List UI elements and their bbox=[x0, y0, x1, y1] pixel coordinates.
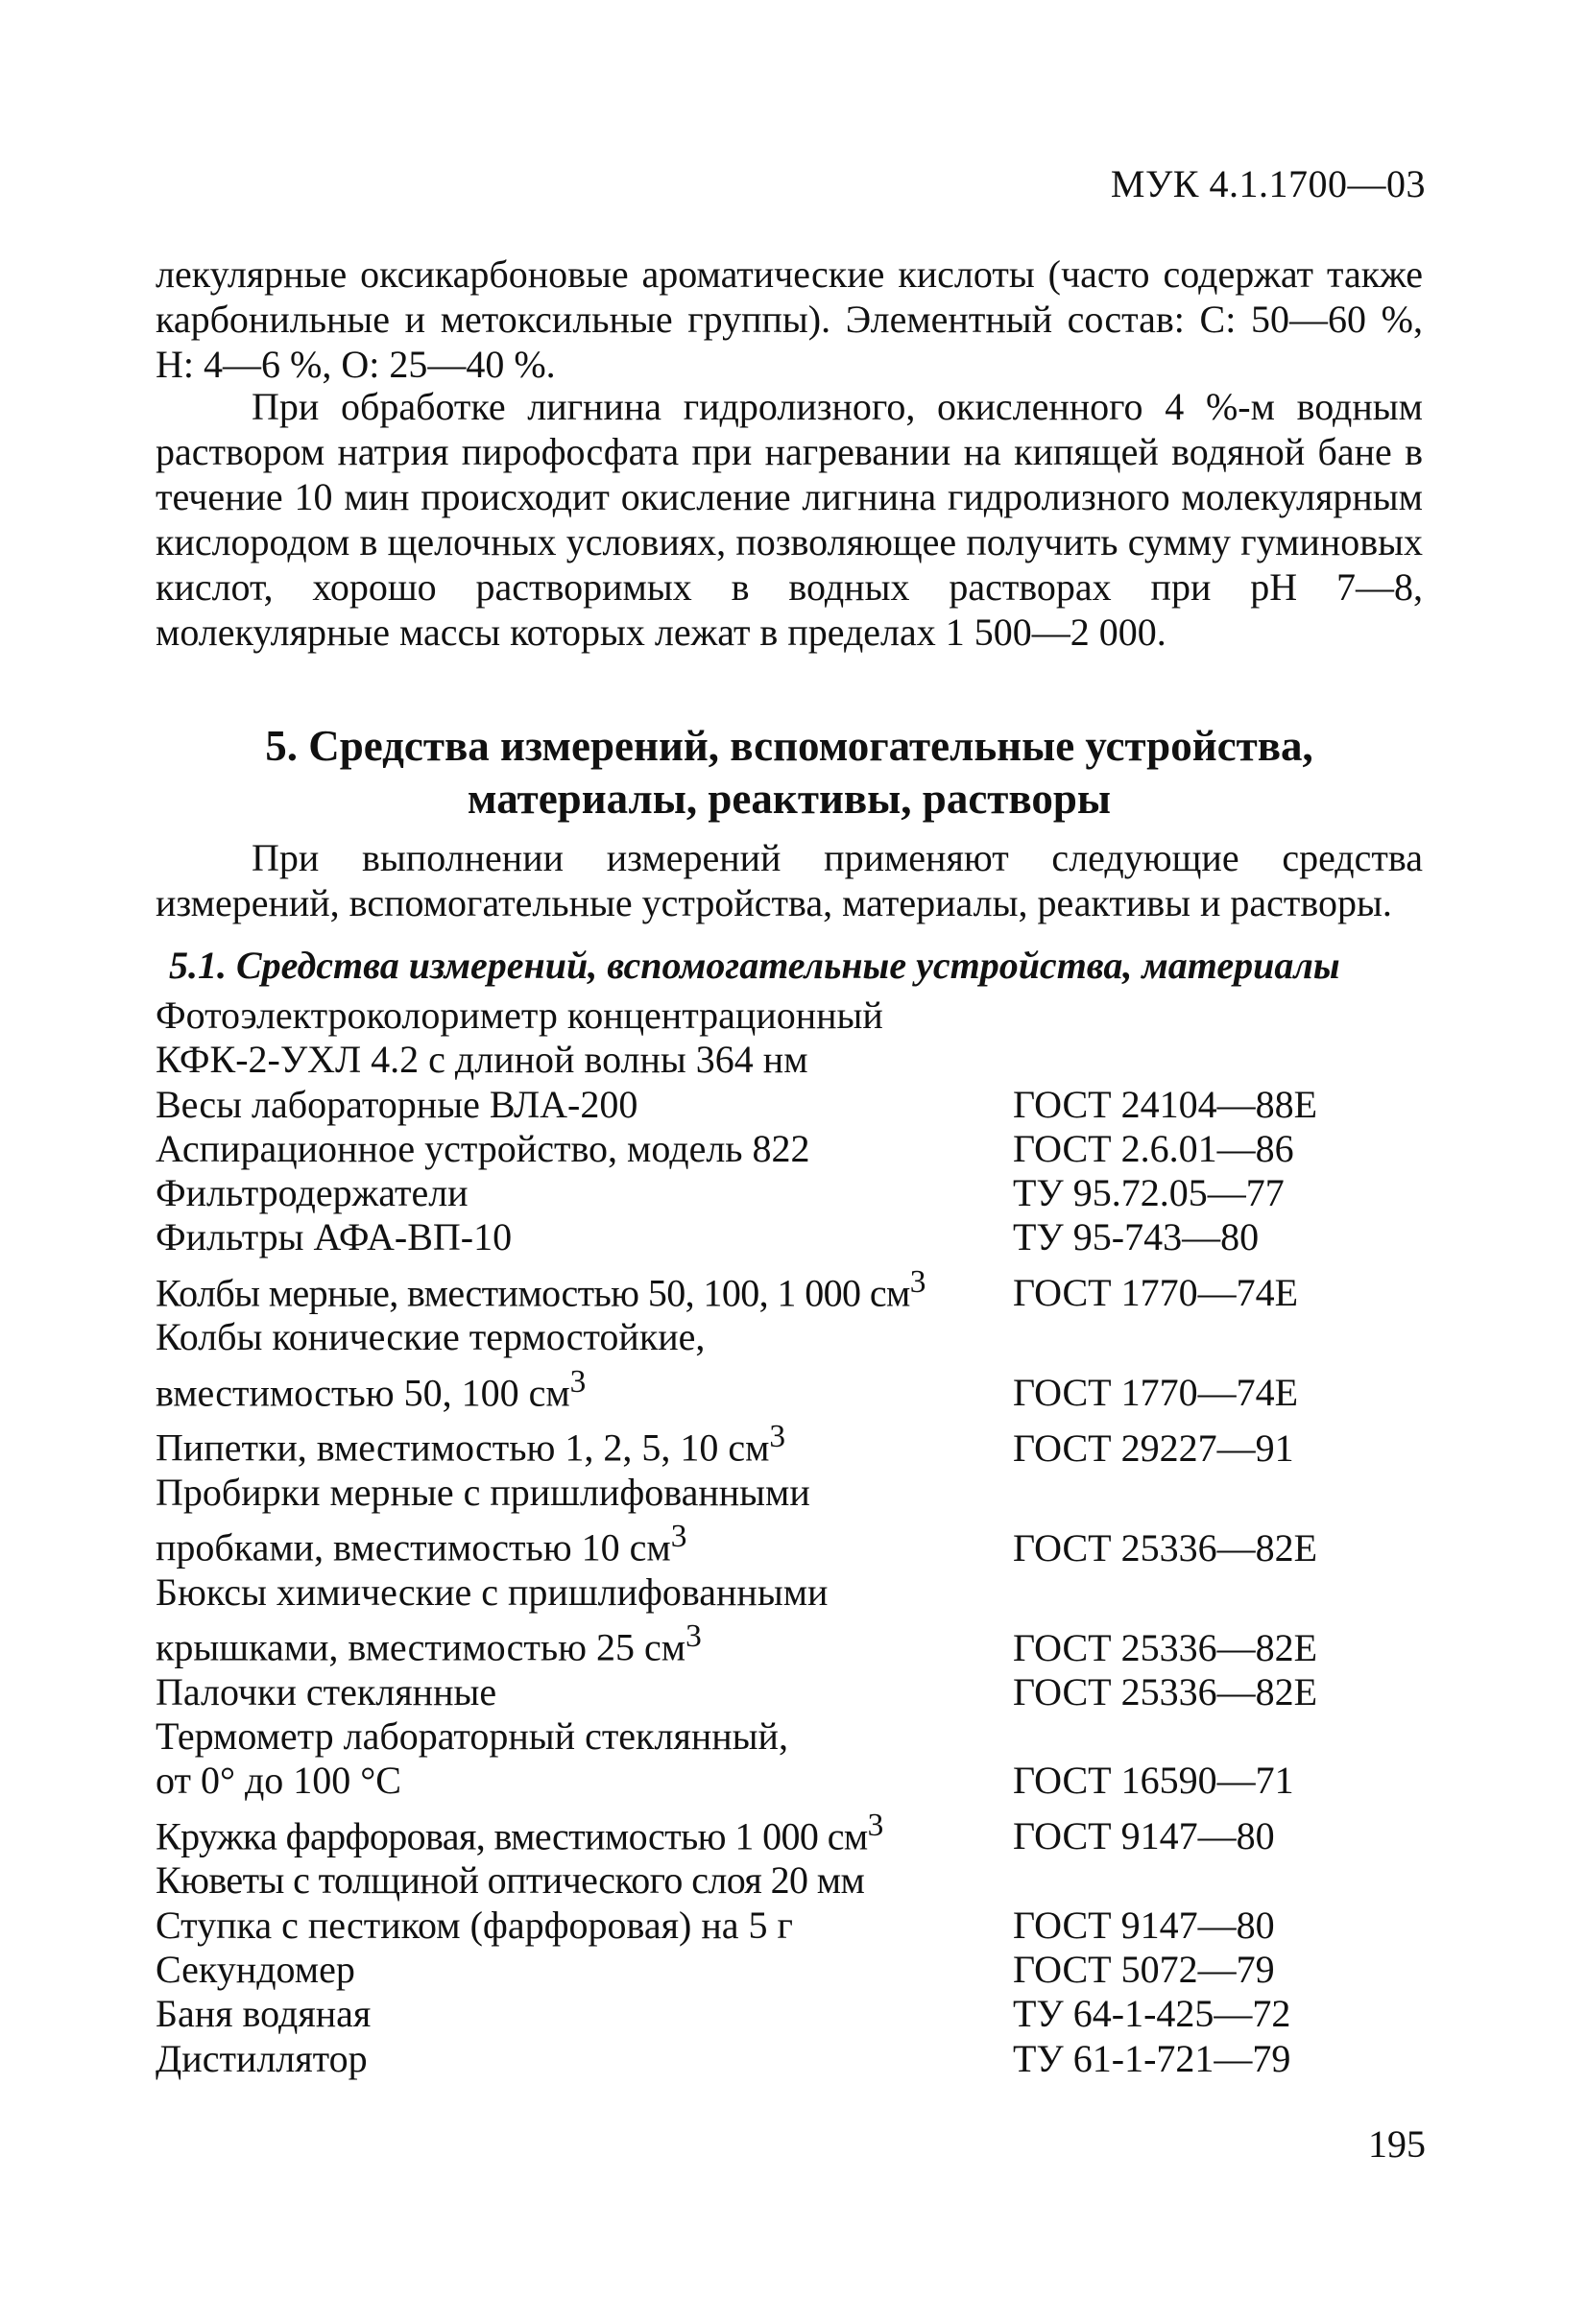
item-name: Фотоэлектроколориметр концентрационный bbox=[156, 994, 883, 1037]
equipment-list bbox=[156, 994, 1432, 2081]
list-item bbox=[156, 1992, 1432, 2036]
item-standard: ГОСТ 16590—71 bbox=[1013, 1759, 1294, 1803]
item-name bbox=[156, 1415, 1013, 1471]
item-standard: ТУ 95.72.05—77 bbox=[1013, 1171, 1285, 1215]
paragraph-continuation: лекулярные оксикарбоновые ароматические кислоты (часто содержат также карбонильные и метоксильные группы). Элементный состав: С: 50—60 %, Н: 4—6 %, О: 25—40 %. bbox=[156, 252, 1423, 386]
list-item bbox=[156, 1714, 1432, 1804]
list-item bbox=[156, 1904, 1432, 1948]
item-standard: ГОСТ 9147—80 bbox=[1013, 1903, 1275, 1947]
item-name-continuation bbox=[156, 1515, 1013, 1570]
item-name: Дистиллятор bbox=[156, 2036, 368, 2080]
item-name: Палочки стеклянные bbox=[156, 1669, 497, 1713]
section-heading bbox=[156, 720, 1423, 826]
superscript: 3 bbox=[909, 1263, 926, 1300]
list-item bbox=[156, 1670, 1432, 1714]
list-item bbox=[156, 1215, 1432, 1259]
list-item bbox=[156, 1260, 1432, 1316]
superscript: 3 bbox=[670, 1519, 687, 1555]
item-name: Баня водяная bbox=[156, 1992, 372, 2036]
item-name: Фильтродержатели bbox=[156, 1171, 469, 1215]
item-name: Аспирационное устройство, модель 822 bbox=[156, 1126, 810, 1170]
item-standard: ГОСТ 1770—74Е bbox=[1013, 1271, 1299, 1315]
item-standard: ГОСТ 25336—82Е bbox=[1013, 1525, 1318, 1569]
item-name: Кюветы с толщиной оптического слоя 20 мм bbox=[156, 1858, 865, 1903]
item-name-continuation bbox=[156, 1615, 1013, 1670]
paragraph-lignin-oxidation: При обработке лигнина гидролизного, окисленного 4 %-м водным раствором натрия пирофосфата при нагревании на кипящей водяной бане в течение 10 мин происходит окисление лигнина гидролизного молекулярным кислородом в щелочных условиях, позволяющее получить сумму гуминовых кислот, хорошо растворимых в водных растворах при pH 7—8, молекулярные массы которых лежат в пределах 1 500—2 000. bbox=[156, 385, 1423, 654]
item-name: Колбы конические термостойкие, bbox=[156, 1315, 706, 1359]
section-heading-line-2: материалы, реактивы, растворы bbox=[467, 775, 1112, 823]
superscript: 3 bbox=[867, 1807, 883, 1843]
list-item bbox=[156, 994, 1432, 1083]
list-item bbox=[156, 1858, 1432, 1903]
list-item bbox=[156, 1083, 1432, 1127]
item-name-continuation bbox=[156, 1360, 1013, 1416]
running-head: МУК 4.1.1700—03 bbox=[1110, 162, 1426, 205]
superscript: 3 bbox=[769, 1419, 786, 1455]
item-name bbox=[156, 1804, 1013, 1859]
item-name: Фильтры АФА-ВП-10 bbox=[156, 1215, 513, 1259]
list-item bbox=[156, 1415, 1432, 1471]
list-item bbox=[156, 1171, 1432, 1215]
item-standard: ГОСТ 5072—79 bbox=[1013, 1947, 1275, 1991]
item-name-text: крышками, вместимостью 25 см bbox=[156, 1625, 686, 1669]
list-item bbox=[156, 1948, 1432, 1992]
item-standard: ГОСТ 25336—82Е bbox=[1013, 1669, 1318, 1713]
item-name-text: Пипетки, вместимостью 1, 2, 5, 10 см bbox=[156, 1426, 770, 1470]
item-name: Секундомер bbox=[156, 1947, 355, 1991]
list-item bbox=[156, 1471, 1432, 1570]
superscript: 3 bbox=[685, 1618, 702, 1655]
list-item bbox=[156, 1804, 1432, 1859]
item-name-text: пробками, вместимостью 10 см bbox=[156, 1525, 671, 1569]
item-standard: ГОСТ 2.6.01—86 bbox=[1013, 1126, 1294, 1170]
item-standard: ГОСТ 29227—91 bbox=[1013, 1426, 1294, 1470]
item-name: Пробирки мерные с пришлифованными bbox=[156, 1470, 810, 1514]
item-standard: ГОСТ 25336—82Е bbox=[1013, 1625, 1318, 1669]
section-intro: При выполнении измерений применяют следующие средства измерений, вспомогательные устройства, материалы, реактивы и растворы. bbox=[156, 836, 1423, 924]
item-name-text: Кружка фарфоровая, вместимостью 1 000 см bbox=[156, 1814, 868, 1858]
list-item bbox=[156, 1315, 1432, 1415]
item-name-continuation: КФК-2-УХЛ 4.2 с длиной волны 364 нм bbox=[156, 1038, 808, 1082]
list-item bbox=[156, 1570, 1432, 1670]
item-standard: ГОСТ 9147—80 bbox=[1013, 1814, 1275, 1858]
item-standard: ГОСТ 1770—74Е bbox=[1013, 1371, 1299, 1415]
item-standard: ГОСТ 24104—88Е bbox=[1013, 1082, 1318, 1126]
item-name-continuation: от 0° до 100 °С bbox=[156, 1759, 401, 1803]
item-name bbox=[156, 1260, 1013, 1316]
item-name-text: Колбы мерные, вместимостью 50, 100, 1 000 см bbox=[156, 1271, 910, 1315]
item-standard: ТУ 95-743—80 bbox=[1013, 1215, 1260, 1259]
page-number: 195 bbox=[1368, 2122, 1426, 2166]
item-name: Весы лабораторные ВЛА-200 bbox=[156, 1082, 638, 1126]
item-name: Бюксы химические с пришлифованными bbox=[156, 1569, 829, 1614]
item-standard: ТУ 61-1-721—79 bbox=[1013, 2036, 1291, 2080]
item-name: Термометр лабораторный стеклянный, bbox=[156, 1714, 788, 1759]
section-heading-line-1: 5. Средства измерений, вспомогательные устройства, bbox=[265, 722, 1313, 770]
item-name-text: вместимостью 50, 100 см bbox=[156, 1371, 570, 1415]
item-name: Ступка с пестиком (фарфоровая) на 5 г bbox=[156, 1903, 793, 1947]
subsection-heading: 5.1. Средства измерений, вспомогательные устройства, материалы bbox=[169, 944, 1340, 987]
superscript: 3 bbox=[569, 1363, 587, 1400]
list-item bbox=[156, 1127, 1432, 1171]
item-standard: ТУ 64-1-425—72 bbox=[1013, 1992, 1291, 2036]
list-item bbox=[156, 2037, 1432, 2081]
